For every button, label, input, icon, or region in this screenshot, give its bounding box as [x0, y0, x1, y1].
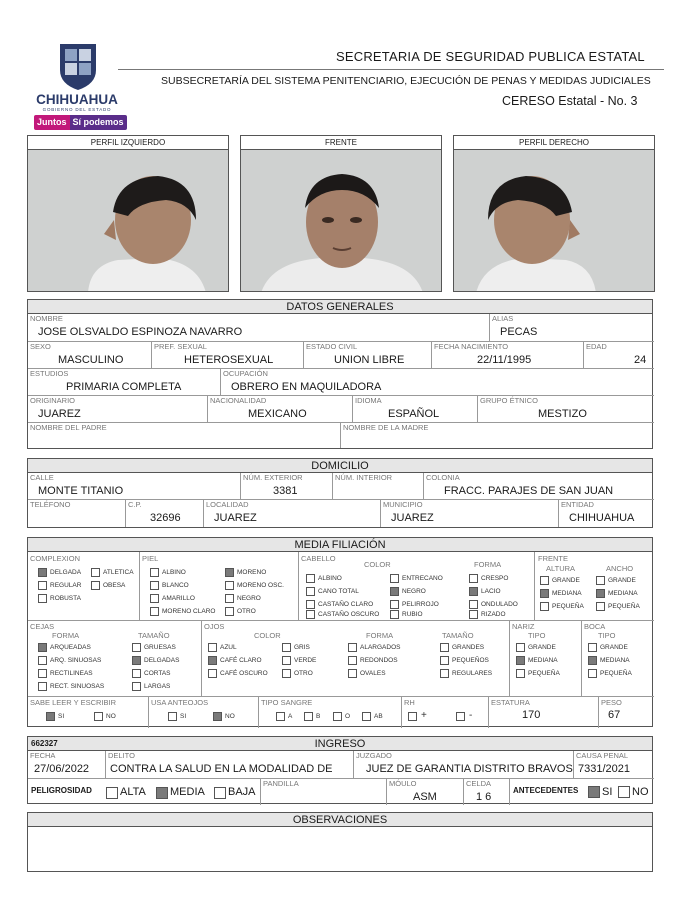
- section-observaciones: [27, 812, 653, 872]
- label-pandilla: PANDILLA: [263, 779, 299, 788]
- value-edad: 24: [634, 354, 647, 366]
- label-rh: RH: [404, 698, 415, 707]
- label-nariz: NARIZ: [512, 622, 535, 631]
- checkbox-ojos-otro[interactable]: [282, 669, 291, 678]
- value-estado-civil: UNION LIBRE: [334, 354, 405, 366]
- checkbox-cabello-rubio[interactable]: [390, 610, 399, 619]
- value-fecha-nacimiento: 22/11/1995: [477, 354, 532, 366]
- label-entidad: ENTIDAD: [561, 500, 594, 509]
- option-piel-moreno: MORENO: [237, 569, 267, 576]
- checkbox-cejas-cortas[interactable]: [132, 669, 141, 678]
- field-pandilla: [261, 779, 387, 805]
- checkbox-nariz-grande[interactable]: [516, 643, 525, 652]
- checkbox-piel-blanco[interactable]: [150, 581, 159, 590]
- label-cabello-forma: FORMA: [474, 560, 502, 569]
- label-ojos-color: COLOR: [254, 631, 281, 640]
- section-datos-generales: [27, 299, 653, 449]
- option-sangre-o: O: [345, 713, 351, 720]
- section-title-observaciones: OBSERVACIONES: [28, 813, 652, 827]
- label-frente-ancho: ANCHO: [606, 564, 634, 573]
- field-estudios: [28, 369, 221, 396]
- value-entidad: CHIHUAHUA: [569, 512, 635, 524]
- option-anteojos-si: SI: [180, 713, 187, 720]
- label-peso: PESO: [601, 698, 622, 707]
- section-ingreso: [27, 736, 653, 804]
- value-grupo-etnico: MESTIZO: [538, 408, 587, 420]
- checkbox-boca-pequena[interactable]: [588, 669, 597, 678]
- checkbox-ojos-ovales[interactable]: [348, 669, 357, 678]
- label-calle: CALLE: [30, 473, 54, 482]
- label-boca: BOCA: [584, 622, 606, 631]
- checkbox-piel-negro[interactable]: [225, 594, 234, 603]
- label-grupo-etnico: GRUPO ÉTNICO: [480, 396, 538, 405]
- checkbox-rh-negativo[interactable]: [456, 712, 465, 721]
- value-localidad: JUAREZ: [214, 512, 257, 524]
- option-cabello-albino: ALBINO: [318, 575, 342, 582]
- label-frente-altura: ALTURA: [546, 564, 576, 573]
- label-num-interior: NÚM. INTERIOR: [335, 473, 393, 482]
- checkbox-cejas-delgadas[interactable]: [132, 656, 141, 665]
- field-celda: [464, 779, 510, 805]
- field-municipio: [381, 500, 559, 527]
- label-complexion: COMPLEXION: [30, 554, 81, 563]
- field-delito: [106, 751, 354, 779]
- option-ojos-ovales: OVALES: [360, 670, 386, 677]
- option-cabello-castano-claro: CASTAÑO CLARO: [318, 601, 374, 608]
- checkbox-ojos-regulares[interactable]: [440, 669, 449, 678]
- option-atletica: ATLETICA: [103, 569, 134, 576]
- checkbox-ojos-verde[interactable]: [282, 656, 291, 665]
- option-cejas-cortas: CORTAS: [144, 670, 171, 677]
- value-pref-sexual: HETEROSEXUAL: [184, 354, 274, 366]
- label-modulo: MÓULO: [389, 779, 417, 788]
- label-localidad: LOCALIDAD: [206, 500, 249, 509]
- checkbox-cabello-castano-claro[interactable]: [306, 600, 315, 609]
- option-cabello-cano: CANO TOTAL: [318, 588, 359, 595]
- agency-title: SECRETARIA DE SEGURIDAD PUBLICA ESTATAL: [336, 49, 645, 64]
- label-nariz-tipo: TIPO: [528, 631, 546, 640]
- option-cabello-pelirrojo: PELIRROJO: [402, 601, 439, 608]
- option-peligrosidad-baja: BAJA: [228, 786, 256, 798]
- checkbox-ojos-cafe-claro[interactable]: [208, 656, 217, 665]
- field-edad: [584, 342, 654, 369]
- checkbox-piel-albino[interactable]: [150, 568, 159, 577]
- checkbox-leer-no[interactable]: [94, 712, 103, 721]
- state-logo: [28, 40, 128, 132]
- logo-gobierno: GOBIERNO DEL ESTADO: [42, 107, 112, 112]
- label-municipio: MUNICIPIO: [383, 500, 423, 509]
- option-regular: REGULAR: [50, 582, 82, 589]
- option-ojos-otro: OTRO: [294, 670, 313, 677]
- option-cejas-delgadas: DELGADAS: [144, 657, 180, 664]
- option-piel-moreno-osc: MORENO OSC.: [237, 582, 284, 589]
- label-estudios: ESTUDIOS: [30, 369, 69, 378]
- label-ojos-tamano: TAMAÑO: [442, 631, 474, 640]
- facility-title: CERESO Estatal - No. 3: [502, 94, 638, 108]
- checkbox-ojos-alargados[interactable]: [348, 643, 357, 652]
- logo-slogan: [34, 115, 127, 130]
- option-peligrosidad-media: MEDIA: [170, 786, 205, 798]
- option-cejas-largas: LARGAS: [144, 683, 171, 690]
- option-boca-mediana: MEDIANA: [600, 657, 630, 664]
- checkbox-cabello-lacio[interactable]: [469, 587, 478, 596]
- value-estudios: PRIMARIA COMPLETA: [66, 381, 182, 393]
- label-cp: C.P.: [128, 500, 142, 509]
- option-cejas-gruesas: GRUESAS: [144, 644, 176, 651]
- checkbox-antecedentes-no[interactable]: [618, 786, 630, 798]
- value-nacionalidad: MEXICANO: [248, 408, 307, 420]
- label-telefono: TELÉFONO: [30, 500, 71, 509]
- field-cp: [126, 500, 204, 527]
- photo-profile-right: [453, 135, 655, 292]
- label-edad: EDAD: [586, 342, 607, 351]
- label-causa-penal: CAUSA PENAL: [576, 751, 629, 760]
- option-ojos-azul: AZUL: [220, 644, 237, 651]
- label-num-exterior: NÚM. EXTERIOR: [243, 473, 303, 482]
- field-idioma: [353, 396, 478, 423]
- label-nombre-madre: NOMBRE DE LA MADRE: [343, 423, 429, 432]
- option-cejas-arq-sinuosas: ARQ. SINUOSAS: [50, 657, 102, 664]
- value-nombre: JOSE OLSVALDO ESPINOZA NAVARRO: [38, 326, 243, 338]
- checkbox-nariz-mediana[interactable]: [516, 656, 525, 665]
- option-frente-ancho-grande: GRANDE: [608, 577, 636, 584]
- field-colonia: [424, 473, 654, 500]
- section-title-datos-generales: DATOS GENERALES: [28, 300, 652, 314]
- option-ojos-regulares: REGULARES: [452, 670, 493, 677]
- value-causa-penal: 7331/2021: [578, 763, 630, 775]
- value-peso: 67: [608, 709, 621, 721]
- checkbox-piel-moreno-osc[interactable]: [225, 581, 234, 590]
- field-grupo-etnico: [478, 396, 654, 423]
- value-calle: MONTE TITANIO: [38, 485, 124, 497]
- option-leer-si: SI: [58, 713, 65, 720]
- label-idioma: IDIOMA: [355, 396, 382, 405]
- logo-slogan-part1: Juntos: [34, 115, 70, 130]
- section-domicilio: [27, 458, 653, 528]
- option-rh-positivo: +: [421, 710, 427, 721]
- profile-left-silhouette-icon: [28, 150, 229, 292]
- option-frente-altura-mediana: MEDIANA: [552, 590, 582, 597]
- checkbox-anteojos-no[interactable]: [213, 712, 222, 721]
- checkbox-cejas-largas[interactable]: [132, 682, 141, 691]
- option-boca-pequena: PEQUEÑA: [600, 670, 632, 677]
- option-cabello-lacio: LACIO: [481, 588, 501, 595]
- field-nombre-madre: [341, 423, 654, 448]
- section-title-domicilio: DOMICILIO: [28, 459, 652, 473]
- ingreso-id: 662327: [31, 739, 58, 748]
- header-divider: [118, 69, 664, 70]
- checkbox-frente-ancho-mediana[interactable]: [596, 589, 605, 598]
- label-tipo-sangre: TIPO SANGRE: [261, 698, 313, 707]
- option-ojos-grandes: GRANDES: [452, 644, 485, 651]
- checkbox-ojos-pequenos[interactable]: [440, 656, 449, 665]
- checkbox-cejas-arqueadas[interactable]: [38, 643, 47, 652]
- option-frente-altura-grande: GRANDE: [552, 577, 580, 584]
- checkbox-cabello-rizado[interactable]: [469, 610, 478, 619]
- label-peligrosidad: PELIGROSIDAD: [31, 786, 92, 795]
- option-peligrosidad-alta: ALTA: [120, 786, 146, 798]
- checkbox-sangre-a[interactable]: [276, 712, 285, 721]
- value-alias: PECAS: [500, 326, 538, 338]
- checkbox-cejas-rect-sinuosas[interactable]: [38, 682, 47, 691]
- label-nombre: NOMBRE: [30, 314, 63, 323]
- field-fecha-nacimiento: [432, 342, 584, 369]
- section-media-filiacion: [27, 537, 653, 727]
- option-cabello-negro: NEGRO: [402, 588, 426, 595]
- checkbox-cabello-cano[interactable]: [306, 587, 315, 596]
- checkbox-atletica[interactable]: [91, 568, 100, 577]
- option-piel-moreno-claro: MORENO CLARO: [162, 608, 216, 615]
- option-ojos-cafe-oscuro: CAFÉ OSCURO: [220, 670, 268, 677]
- label-celda: CELDA: [466, 779, 492, 788]
- photo-caption-front: FRENTE: [241, 136, 441, 150]
- option-sangre-b: B: [316, 713, 321, 720]
- shield-icon: [28, 40, 128, 92]
- checkbox-delgada[interactable]: [38, 568, 47, 577]
- checkbox-rh-positivo[interactable]: [408, 712, 417, 721]
- label-frente: FRENTE: [538, 554, 568, 563]
- checkbox-cabello-crespo[interactable]: [469, 574, 478, 583]
- option-frente-ancho-pequena: PEQUEÑA: [608, 603, 640, 610]
- label-estado-civil: ESTADO CIVIL: [306, 342, 358, 351]
- value-idioma: ESPAÑOL: [388, 408, 440, 420]
- label-ocupacion: OCUPACIÓN: [223, 369, 268, 378]
- checkbox-peligrosidad-media[interactable]: [156, 787, 168, 799]
- field-fecha-ingreso: [28, 751, 106, 779]
- value-juzgado: JUEZ DE GARANTIA DISTRITO BRAVOS: [366, 763, 573, 775]
- checkbox-ojos-redondos[interactable]: [348, 656, 357, 665]
- label-nombre-padre: NOMBRE DEL PADRE: [30, 423, 107, 432]
- checkbox-cabello-pelirrojo[interactable]: [390, 600, 399, 609]
- section-title-ingreso: INGRESO: [28, 737, 652, 751]
- option-cabello-entrecano: ENTRECANO: [402, 575, 443, 582]
- option-anteojos-no: NO: [225, 713, 235, 720]
- field-juzgado: [354, 751, 574, 779]
- label-estatura: ESTATURA: [491, 698, 530, 707]
- checkbox-frente-ancho-pequena[interactable]: [596, 602, 605, 611]
- option-cabello-crespo: CRESPO: [481, 575, 509, 582]
- field-localidad: [204, 500, 381, 527]
- checkbox-piel-otro[interactable]: [225, 607, 234, 616]
- checkbox-cejas-arq-sinuosas[interactable]: [38, 656, 47, 665]
- checkbox-piel-moreno-claro[interactable]: [150, 607, 159, 616]
- field-peligrosidad: [28, 779, 261, 805]
- field-estado-civil: [304, 342, 432, 369]
- checkbox-cejas-gruesas[interactable]: [132, 643, 141, 652]
- option-cabello-castano-oscuro: CASTAÑO OSCURO: [318, 611, 380, 618]
- checkbox-ojos-gris[interactable]: [282, 643, 291, 652]
- label-cejas-forma: FORMA: [52, 631, 80, 640]
- label-fecha-nacimiento: FECHA NACIMIENTO: [434, 342, 509, 351]
- option-robusta: ROBUSTA: [50, 595, 81, 602]
- logo-state-name: CHIHUAHUA: [36, 92, 118, 107]
- label-piel: PIEL: [142, 554, 159, 563]
- checkbox-antecedentes-si[interactable]: [588, 786, 600, 798]
- checkbox-ojos-grandes[interactable]: [440, 643, 449, 652]
- value-modulo: ASM: [413, 791, 437, 803]
- label-boca-tipo: TIPO: [598, 631, 616, 640]
- checkbox-cabello-albino[interactable]: [306, 574, 315, 583]
- field-num-exterior: [241, 473, 333, 500]
- option-cejas-rect-sinuosas: RECT. SINUOSAS: [50, 683, 105, 690]
- label-fecha-ingreso: FECHA: [30, 751, 56, 760]
- field-alias: [490, 314, 654, 342]
- value-ocupacion: OBRERO EN MAQUILADORA: [231, 381, 382, 393]
- option-leer-no: NO: [106, 713, 116, 720]
- field-num-interior: [333, 473, 424, 500]
- option-ojos-redondos: REDONDOS: [360, 657, 398, 664]
- photo-caption-left: PERFIL IZQUIERDO: [28, 136, 228, 150]
- option-cejas-arqueadas: ARQUEADAS: [50, 644, 91, 651]
- option-ojos-gris: GRIS: [294, 644, 310, 651]
- value-fecha-ingreso: 27/06/2022: [34, 763, 90, 775]
- checkbox-frente-altura-pequena[interactable]: [540, 602, 549, 611]
- field-modulo: [387, 779, 464, 805]
- checkbox-cabello-negro[interactable]: [390, 587, 399, 596]
- field-antecedentes: [510, 779, 654, 805]
- option-ojos-pequenos: PEQUEÑOS: [452, 657, 489, 664]
- section-title-media-filiacion: MEDIA FILIACIÓN: [28, 538, 652, 552]
- field-nombre: [28, 314, 490, 342]
- option-rh-negativo: -: [469, 710, 473, 721]
- option-obesa: OBESA: [103, 582, 126, 589]
- checkbox-ojos-azul[interactable]: [208, 643, 217, 652]
- checkbox-cabello-castano-oscuro[interactable]: [306, 610, 315, 619]
- field-nacionalidad: [208, 396, 353, 423]
- option-nariz-grande: GRANDE: [528, 644, 556, 651]
- checkbox-peligrosidad-alta[interactable]: [106, 787, 118, 799]
- option-boca-grande: GRANDE: [600, 644, 628, 651]
- checkbox-piel-moreno[interactable]: [225, 568, 234, 577]
- label-ojos: OJOS: [204, 622, 225, 631]
- checkbox-cejas-rectilineas[interactable]: [38, 669, 47, 678]
- checkbox-boca-grande[interactable]: [588, 643, 597, 652]
- field-causa-penal: [574, 751, 654, 779]
- option-piel-blanco: BLANCO: [162, 582, 189, 589]
- label-juzgado: JUZGADO: [356, 751, 392, 760]
- label-nacionalidad: NACIONALIDAD: [210, 396, 267, 405]
- label-delito: DELITO: [108, 751, 135, 760]
- label-originario: ORIGINARIO: [30, 396, 76, 405]
- option-sangre-a: A: [288, 713, 293, 720]
- value-delito: CONTRA LA SALUD EN LA MODALIDAD DE: [110, 763, 333, 775]
- value-municipio: JUAREZ: [391, 512, 434, 524]
- value-num-exterior: 3381: [273, 485, 298, 497]
- option-antecedentes-no: NO: [632, 786, 649, 798]
- label-sexo: SEXO: [30, 342, 51, 351]
- checkbox-leer-si[interactable]: [46, 712, 55, 721]
- checkbox-ojos-cafe-oscuro[interactable]: [208, 669, 217, 678]
- option-frente-ancho-mediana: MEDIANA: [608, 590, 638, 597]
- value-sexo: MASCULINO: [58, 354, 124, 366]
- option-antecedentes-si: SI: [602, 786, 613, 798]
- checkbox-sangre-o[interactable]: [333, 712, 342, 721]
- field-telefono: [28, 500, 126, 527]
- option-cabello-rizado: RIZADO: [481, 611, 506, 618]
- option-nariz-pequena: PEQUEÑA: [528, 670, 560, 677]
- option-piel-amarillo: AMARILLO: [162, 595, 195, 602]
- label-ojos-forma: FORMA: [366, 631, 394, 640]
- checkbox-frente-ancho-grande[interactable]: [596, 576, 605, 585]
- field-sexo: [28, 342, 152, 369]
- option-piel-otro: OTRO: [237, 608, 256, 615]
- option-ojos-alargados: ALARGADOS: [360, 644, 401, 651]
- subagency-title: SUBSECRETARÍA DEL SISTEMA PENITENCIARIO, EJECUCIÓN DE PENAS Y MEDIDAS JUDICIALES: [161, 75, 651, 87]
- photo-profile-left: [27, 135, 229, 292]
- checkbox-regular[interactable]: [38, 581, 47, 590]
- photo-caption-right: PERFIL DERECHO: [454, 136, 654, 150]
- option-ojos-cafe-claro: CAFÉ CLARO: [220, 657, 262, 664]
- label-pref-sexual: PREF. SEXUAL: [154, 342, 207, 351]
- option-cabello-rubio: RUBIO: [402, 611, 423, 618]
- option-piel-negro: NEGRO: [237, 595, 261, 602]
- option-ojos-verde: VERDE: [294, 657, 317, 664]
- option-piel-albino: ALBINO: [162, 569, 186, 576]
- logo-slogan-part2: Sí podemos: [70, 115, 127, 130]
- label-sabe-leer: SABE LEER Y ESCRIBIR: [30, 698, 117, 707]
- field-nombre-padre: [28, 423, 341, 448]
- option-frente-altura-pequena: PEQUEÑA: [552, 603, 584, 610]
- value-celda: 1 6: [476, 791, 492, 803]
- checkbox-sangre-ab[interactable]: [362, 712, 371, 721]
- label-cabello: CABELLO: [301, 554, 336, 563]
- checkbox-robusta[interactable]: [38, 594, 47, 603]
- option-cabello-ondulado: ONDULADO: [481, 601, 518, 608]
- value-estatura: 170: [522, 709, 541, 721]
- label-usa-anteojos: USA ANTEOJOS: [151, 698, 209, 707]
- checkbox-boca-mediana[interactable]: [588, 656, 597, 665]
- checkbox-cabello-ondulado[interactable]: [469, 600, 478, 609]
- checkbox-obesa[interactable]: [91, 581, 100, 590]
- value-colonia: FRACC. PARAJES DE SAN JUAN: [444, 485, 614, 497]
- option-sangre-ab: AB: [374, 713, 383, 720]
- label-antecedentes: ANTECEDENTES: [513, 786, 579, 795]
- checkbox-frente-altura-grande[interactable]: [540, 576, 549, 585]
- value-cp: 32696: [150, 512, 181, 524]
- label-cejas: CEJAS: [30, 622, 55, 631]
- field-calle: [28, 473, 241, 500]
- checkbox-peligrosidad-baja[interactable]: [214, 787, 226, 799]
- label-alias: ALIAS: [492, 314, 514, 323]
- profile-right-silhouette-icon: [454, 150, 655, 292]
- field-pref-sexual: [152, 342, 304, 369]
- checkbox-sangre-b[interactable]: [304, 712, 313, 721]
- checkbox-nariz-pequena[interactable]: [516, 669, 525, 678]
- option-nariz-mediana: MEDIANA: [528, 657, 558, 664]
- field-originario: [28, 396, 208, 423]
- option-delgada: DELGADA: [50, 569, 82, 576]
- value-originario: JUAREZ: [38, 408, 81, 420]
- option-cejas-rectilineas: RECTILINEAS: [50, 670, 93, 677]
- photo-front: [240, 135, 442, 292]
- label-cejas-tamano: TAMAÑO: [138, 631, 170, 640]
- field-entidad: [559, 500, 654, 527]
- field-ocupacion: [221, 369, 654, 396]
- checkbox-frente-altura-mediana[interactable]: [540, 589, 549, 598]
- checkbox-cabello-entrecano[interactable]: [390, 574, 399, 583]
- checkbox-anteojos-si[interactable]: [168, 712, 177, 721]
- checkbox-piel-amarillo[interactable]: [150, 594, 159, 603]
- label-colonia: COLONIA: [426, 473, 460, 482]
- label-cabello-color: COLOR: [364, 560, 391, 569]
- front-portrait-icon: [241, 150, 442, 292]
